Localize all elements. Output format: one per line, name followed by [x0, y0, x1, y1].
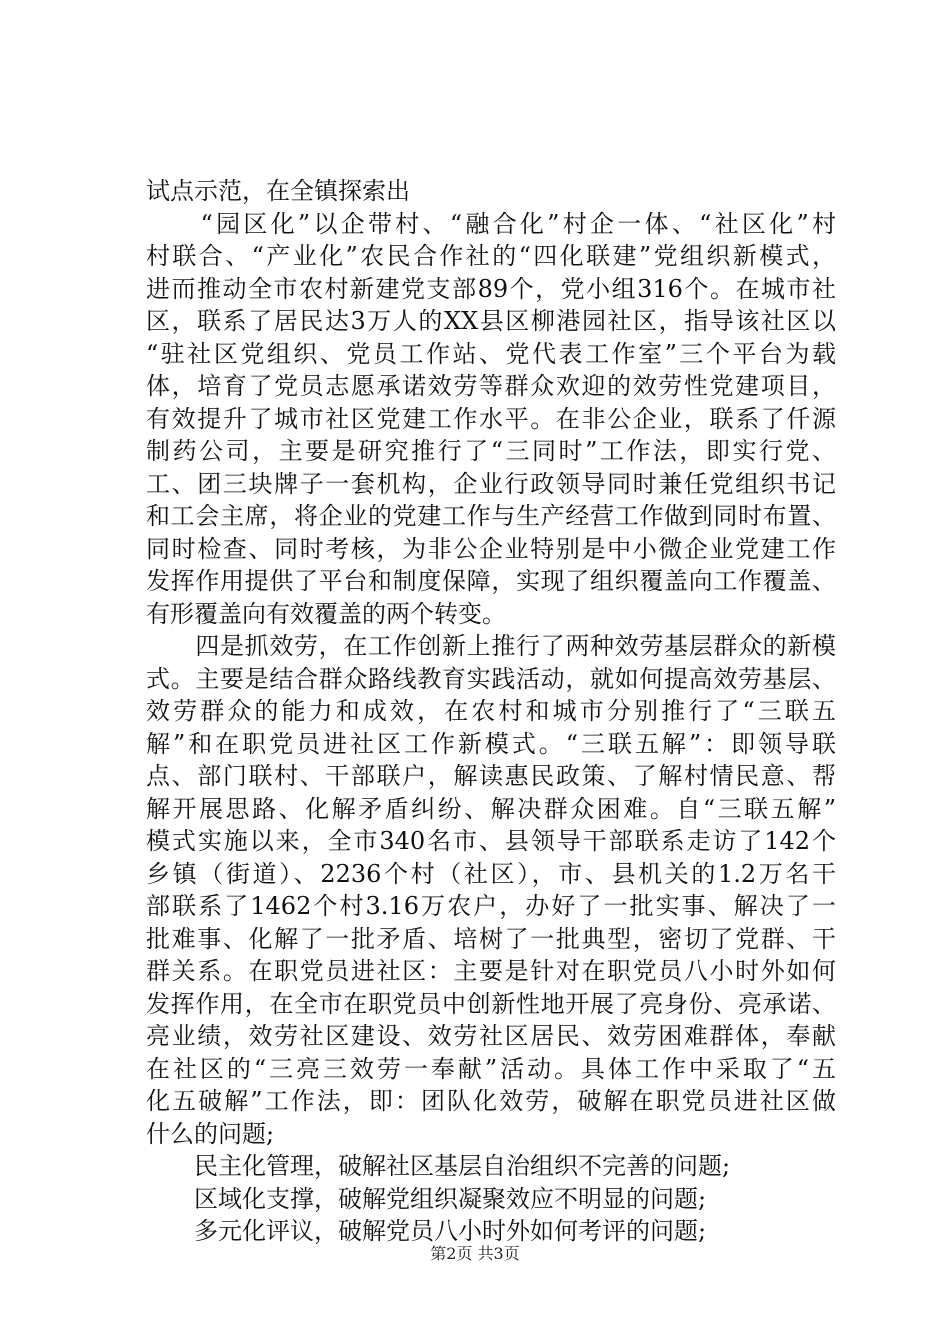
text-line: 乡镇（街道）、2236个村（社区），市、县机关的1.2万名干: [146, 859, 836, 888]
text-line: “驻社区党组织、党员工作站、党代表工作室”三个平台为载: [146, 339, 836, 368]
text-line: 什么的问题;: [146, 1119, 275, 1148]
text-line: 式。主要是结合群众路线教育实践活动，就如何提高效劳基层、: [146, 664, 836, 693]
text-line: 四是抓效劳，在工作创新上推行了两种效劳基层群众的新模: [146, 632, 836, 660]
text-line: 批难事、化解了一批矛盾、培树了一批典型，密切了党群、干: [146, 924, 836, 953]
text-line: 模式实施以来，全市340名市、县领导干部联系走访了142个: [146, 827, 836, 855]
text-line: 民主化管理，破解社区基层自治组织不完善的问题;: [146, 1152, 731, 1180]
text-line: 体，培育了党员志愿承诺效劳等群众欢迎的效劳性党建项目，: [146, 372, 836, 400]
text-line: 解”和在职党员进社区工作新模式。“三联五解”：即领导联: [146, 729, 836, 758]
text-line: 制药公司，主要是研究推行了“三同时”工作法，即实行党、: [146, 437, 836, 465]
text-line: 进而推动全市农村新建党支部89个，党小组316个。在城市社: [146, 274, 836, 303]
text-line: 群关系。在职党员进社区：主要是针对在职党员八小时外如何: [146, 957, 836, 985]
text-line: 多元化评议，破解党员八小时外如何考评的问题;: [146, 1217, 707, 1245]
text-line: 有形覆盖向有效覆盖的两个转变。: [146, 599, 506, 628]
text-line: 发挥作用提供了平台和制度保障，实现了组织覆盖向工作覆盖、: [146, 567, 836, 595]
text-line: “园区化”以企带村、“融合化”村企一体、“社区化”村: [146, 209, 836, 238]
document-body: [146, 175, 836, 1248]
text-line: 同时检查、同时考核，为非公企业特别是中小微企业党建工作: [146, 534, 836, 563]
text-line: 部联系了1462个村3.16万农户，办好了一批实事、解决了一: [146, 892, 836, 920]
text-line: 效劳群众的能力和成效，在农村和城市分别推行了“三联五: [146, 697, 836, 725]
text-line: 试点示范，在全镇探索出: [146, 177, 410, 205]
text-line: 亮业绩，效劳社区建设、效劳社区居民、效劳困难群体，奉献: [146, 1022, 836, 1050]
text-line: 区域化支撑，破解党组织凝聚效应不明显的问题;: [146, 1184, 707, 1213]
text-line: 化五破解”工作法，即：团队化效劳，破解在职党员进社区做: [146, 1087, 836, 1115]
text-line: 工、团三块牌子一套机构，企业行政领导同时兼任党组织书记: [146, 469, 836, 498]
text-line: 有效提升了城市社区党建工作水平。在非公企业，联系了仟源: [146, 404, 836, 433]
text-line: 村联合、“产业化”农民合作社的“四化联建”党组织新模式，: [146, 242, 836, 270]
text-line: 区，联系了居民达3万人的XX县区柳港园社区，指导该社区以: [146, 307, 836, 335]
text-line: 在社区的“三亮三效劳一奉献”活动。具体工作中采取了“五: [146, 1054, 836, 1083]
text-line: 解开展思路、化解矛盾纠纷、解决群众困难。自“三联五解”: [146, 794, 836, 823]
text-line: 点、部门联村、干部联户，解读惠民政策、了解村情民意、帮: [146, 762, 836, 790]
text-line: 发挥作用，在全市在职党员中创新性地开展了亮身份、亮承诺、: [146, 989, 836, 1018]
page-number-footer: 第2页 共3页: [430, 1244, 520, 1263]
text-line: 和工会主席，将企业的党建工作与生产经营工作做到同时布置、: [146, 502, 836, 530]
